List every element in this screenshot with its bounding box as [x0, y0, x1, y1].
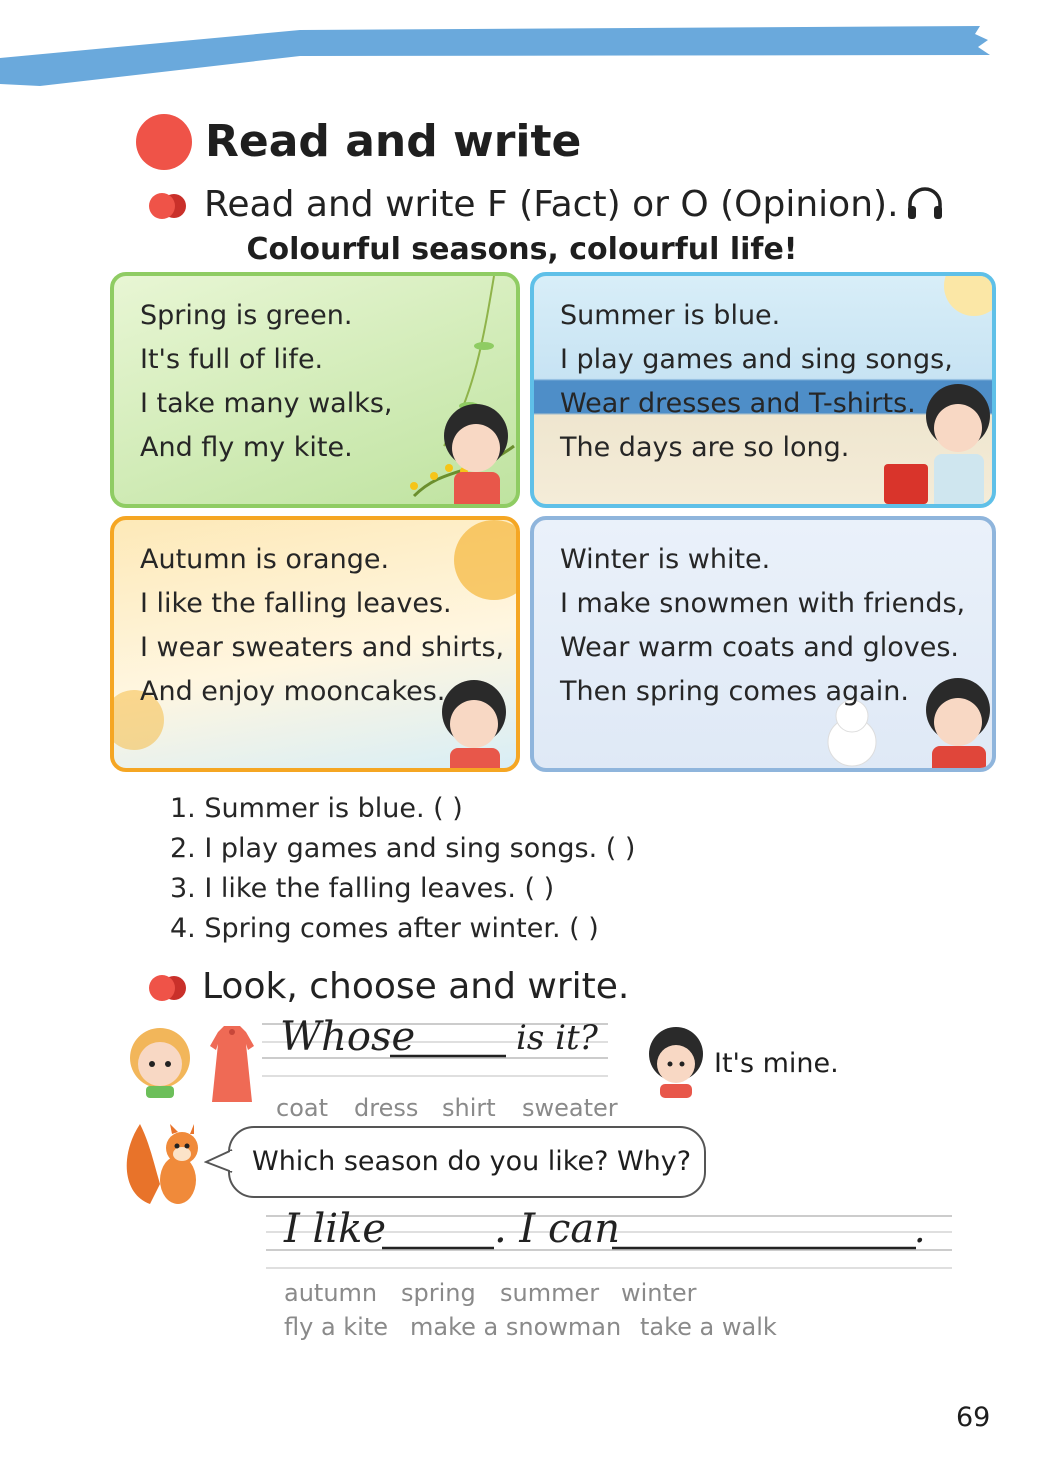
poem-line: I make snowmen with friends,: [560, 588, 966, 619]
story-title: Colourful seasons, colourful life!: [246, 232, 798, 267]
option-coat: coat: [276, 1094, 328, 1122]
boy-avatar-icon: [648, 1026, 706, 1098]
winter-poem: [560, 538, 965, 714]
poem-line: And fly my kite.: [140, 432, 353, 463]
answer-blank-1[interactable]: [390, 1028, 510, 1058]
instruction-read-write: Read and write F (Fact) or O (Opinion).: [204, 184, 899, 225]
bubble-question: Which season do you like? Why?: [252, 1146, 692, 1177]
poem-line: I take many walks,: [140, 388, 393, 419]
poem-line: And enjoy mooncakes.: [140, 676, 446, 707]
poem-line: It's full of life.: [140, 344, 324, 375]
poem-line: The days are so long.: [560, 432, 850, 463]
headphones-icon[interactable]: [905, 186, 945, 222]
sub-bullet-icon: [146, 192, 188, 220]
question-3[interactable]: 3. I like the falling leaves. ( ): [170, 873, 555, 904]
sub-bullet-icon: [146, 974, 188, 1002]
squirrel-icon: [120, 1114, 216, 1210]
handwriting-i-like: I like: [284, 1206, 387, 1252]
girl-avatar-icon: [124, 1024, 196, 1098]
handwriting-i-can: . I can: [494, 1206, 620, 1252]
option-fly-a-kite: fly a kite: [284, 1313, 389, 1341]
answer-blank-season[interactable]: [384, 1220, 498, 1250]
season-card-spring: [110, 272, 520, 508]
poem-line: Summer is blue.: [560, 300, 781, 331]
page-number: 69: [956, 1402, 991, 1433]
poem-line: Then spring comes again.: [560, 676, 909, 707]
poem-line: Winter is white.: [560, 544, 771, 575]
option-summer: summer: [500, 1279, 600, 1307]
option-winter: winter: [621, 1279, 697, 1307]
poem-line: Autumn is orange.: [140, 544, 390, 575]
spring-poem: [140, 294, 392, 470]
poem-line: Wear dresses and T-shirts.: [560, 388, 916, 419]
question-4[interactable]: 4. Spring comes after winter. ( ): [170, 913, 599, 944]
poem-line: Spring is green.: [140, 300, 353, 331]
poem-line: I play games and sing songs,: [560, 344, 953, 375]
poem-line: Wear warm coats and gloves.: [560, 632, 960, 663]
question-2[interactable]: 2. I play games and sing songs. ( ): [170, 833, 636, 864]
option-autumn: autumn: [284, 1279, 378, 1307]
instruction-look-choose: Look, choose and write.: [202, 966, 630, 1007]
bubble-tail: [204, 1146, 234, 1176]
section-title: Read and write: [205, 116, 582, 167]
top-banner-band: [0, 0, 1044, 90]
handwriting-period: .: [914, 1210, 926, 1251]
poem-line: I wear sweaters and shirts,: [140, 632, 505, 663]
option-sweater: sweater: [522, 1094, 618, 1122]
season-card-autumn: [110, 516, 520, 772]
option-take-a-walk: take a walk: [640, 1313, 777, 1341]
question-1[interactable]: 1. Summer is blue. ( ): [170, 793, 463, 824]
handwriting-word-whose: Whose: [280, 1014, 416, 1060]
answer-its-mine: It's mine.: [714, 1048, 839, 1079]
dress-icon: [206, 1024, 258, 1104]
option-spring: spring: [401, 1279, 476, 1307]
summer-poem: [560, 294, 953, 470]
answer-blank-activity[interactable]: [614, 1220, 918, 1250]
poem-line: I like the falling leaves.: [140, 588, 452, 619]
autumn-poem: [140, 538, 504, 714]
season-card-winter: [530, 516, 996, 772]
speech-bubble: [228, 1126, 706, 1198]
section-bullet-icon: [134, 112, 194, 172]
option-make-a-snowman: make a snowman: [410, 1313, 622, 1341]
handwriting-word-is-it: is it?: [516, 1018, 598, 1058]
option-shirt: shirt: [442, 1094, 496, 1122]
option-dress: dress: [354, 1094, 419, 1122]
season-card-summer: [530, 272, 996, 508]
